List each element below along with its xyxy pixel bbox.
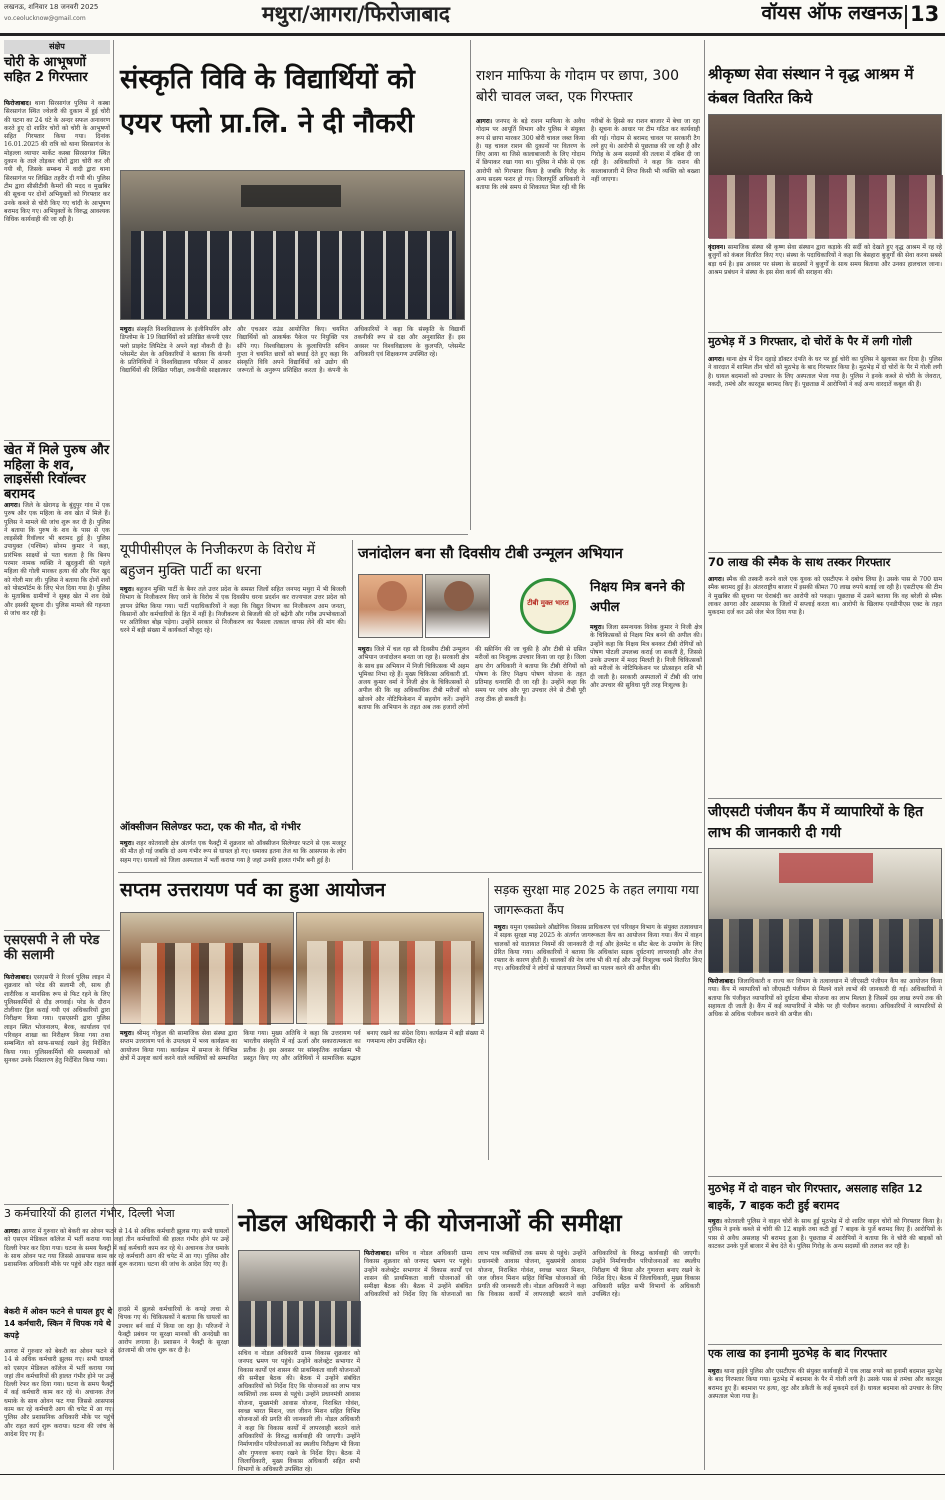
story-text: थाना सिरसागंज पुलिस ने कस्बा सिरसागंज स्थित ज्वेलरी की दुकान में हुई चोरी की घटना का 24 घंटे के अन्दर सफल अनावरण करते हुए दो शातिर चोरों को चोरी के आभूषणों सहित गिरफ्तार किया गया। दिनांक 16.01.2025 की रात्रि को थाना सिरसागंज के मोहल्ला व्यापार मार्केट कस्बा सिरसागंज स्थित दुकान के ताले तोड़कर चोरों द्वारा चोरी कर ली गयी थी, जिसके सम्बन्ध में वादी द्वारा थाना सिरसागंज पर लिखित तहरीर दी गयी थी। पुलिस टीम द्वारा सीसीटीवी कैमरों की मदद व मुखबिर की सूचना पर दोनों अभियुक्तों को गिरफ्तार कर उनके कब्जे से चोरी किए गए चांदी के आभूषण बरामद किए गए। अभियुक्तों के विरुद्ध आवश्यक विधिक कार्यवाही की जा रही है। [4, 100, 110, 224]
right-column [708, 40, 942, 1470]
story-divider [708, 1176, 942, 1177]
story-text: जिला समन्वयक विवेक कुमार ने निजी क्षेत्र के चिकित्सकों से निक्षय मित्र बनने की अपील की। उन्होंने कहा कि निक्षय मित्र बनकर टीबी रोगियों को पोषण पोटली उपलब्ध कराई जा सकती है, जिससे उनके उपचार में मदद मिलती है। निजी चिकित्सकों को मरीजों के नोटिफिकेशन पर प्रोत्साहन राशि भी दी जाती है। सरकारी अस्पतालों में टीबी की जांच और उपचार की सुविधा पूरी तरह निःशुल्क है। [590, 624, 702, 690]
story-body [120, 586, 346, 820]
story-headline: सप्तम उत्तरायण पर्व का हुआ आयोजन [120, 879, 386, 901]
story-lead: मथुरा। [708, 1368, 722, 1375]
story-body [4, 1228, 229, 1304]
story-headline: नोडल अधिकारी ने की योजनाओं की समीक्षा [238, 1209, 622, 1237]
story-lead: आगरा। [476, 118, 493, 125]
column-rule [470, 40, 471, 530]
story-headline: चोरी के आभूषणों सहित 2 गिरफ्तार [4, 55, 88, 85]
official-portrait-photo [358, 574, 423, 638]
story-divider [4, 930, 110, 931]
official-portrait-photo [425, 574, 490, 638]
story-headline: 70 लाख की स्मैक के साथ तस्कर गिरफ्तार [708, 555, 891, 569]
page-number: 13 [910, 2, 940, 26]
email: vo.ceolucknow@gmail.com [4, 15, 86, 22]
story-body [4, 502, 110, 914]
story-headline: एक लाख का इनामी मुठभेड़ के बाद गिरफ्तार [708, 1347, 887, 1360]
gst-camp-photo [708, 848, 942, 972]
story-body [708, 1368, 942, 1468]
story-lead: आगरा। [4, 1228, 21, 1235]
story-lead: मथुरा। [708, 1218, 722, 1225]
award-ceremony-photo [296, 912, 484, 1024]
story-headline: संस्कृति विवि के विद्यार्थियों को एयर फ्लो प्रा.लि. ने दी नौकरी [120, 64, 415, 139]
story-headline: राशन माफिया के गोदाम पर छापा, 300 बोरी चावल जब्त, एक गिरफ्तार [476, 68, 680, 105]
blanket-distribution-photo [708, 114, 942, 238]
story-text: हादसे में झुलसे कर्मचारियों के कपड़े त्वचा से चिपक गए थे। चिकित्सकों ने बताया कि घायलों का उपचार बर्न वार्ड में किया जा रहा है। परिजनों ने फैक्ट्री प्रबंधन पर सुरक्षा मानकों की अनदेखी का आरोप लगाया है। प्रशासन ने फैक्ट्री के सुरक्षा इंतजामों की जांच शुरू कर दी है। [118, 1306, 229, 1355]
story-body [708, 978, 942, 1170]
story-body [358, 646, 586, 868]
story-body [494, 924, 702, 1158]
story-headline: श्रीकृष्ण सेवा संस्थान ने वृद्ध आश्रम में कंबल वितरित किये [708, 65, 914, 107]
story-headline: ऑक्सीजन सिलेण्डर फटा, एक की मौत, दो गंभीर [120, 822, 301, 833]
story-lead: फिरोजाबाद। [4, 100, 32, 107]
story-headline: खेत में मिले पुरुष और महिला के शव, लाइसेंसी रिवॉल्वर बरामद [4, 443, 110, 502]
story-lead: मथुरा। [120, 840, 134, 847]
story-headline: जनांदोलन बना सौ दिवसीय टीबी उन्मूलन अभियान [358, 546, 623, 562]
story-text: एसएसपी ने रिजर्व पुलिस लाइन में शुक्रवार को परेड की सलामी ली, साथ ही शारीरिक व मानसिक रूप से फिट रहने के लिए पुलिसकर्मियों से दौड़ लगवाई। परेड के दौरान टोलीवार ड्रिल कराई गयी एवं अधिकारियों द्वारा निरीक्षण किया गया। एसएसपी द्वारा पुलिस लाइन स्थित भोजनालय, बैरक, कार्यालय एवं परिवहन शाखा का निरीक्षण किया गया तथा सम्बन्धित को साफ-सफाई रखने हेतु निर्देशित किया गया। पुलिसकर्मियों की समस्याओं को सुनकर उनके निस्तारण हेतु निर्देशित किया गया। [4, 974, 110, 1064]
story-lead: आगरा। [708, 576, 725, 583]
story-text: थाना क्षेत्र में दिन दहाड़े डॉक्टर दंपति के घर पर हुई चोरी का पुलिस ने खुलासा कर दिया है। पुलिस ने वारदात में शामिल तीन चोरों को मुठभेड़ के बाद गिरफ्तार किया है। मुठभेड़ में दो चोरों के पैर में गोली लगी है। घायल बदमाशों को उपचार के लिए अस्पताल भेजा गया है। पुलिस ने इनके कब्जे से चोरी के जेवरात, नकदी, तमंचे और कारतूस बरामद किए हैं। पूछताछ में आरोपियों ने कई अन्य वारदातें कबूल की हैं। [708, 356, 942, 388]
story-headline: यूपीपीसीएल के निजीकरण के विरोध में बहुजन मुक्ति पार्टी का धरना [120, 542, 316, 579]
story-text: सचिव व नोडल अधिकारी ग्राम्य विकास शुक्रवार को जनपद भ्रमण पर पहुंचे। उन्होंने कलेक्ट्रेट सभागार में विकास कार्यों एवं शासन की प्राथमिकता वाली योजनाओं की समीक्षा बैठक की। बैठक में उन्होंने संबंधित अधिकारियों को निर्देश दिए कि योजनाओं का लाभ पात्र व्यक्तियों तक समय से पहुंचे। उन्होंने प्रधानमंत्री आवास योजना, मुख्यमंत्री आवास योजना, निराश्रित गोवंश, स्वच्छ भारत मिशन, जल जीवन मिशन सहित विभिन्न योजनाओं की प्रगति की जानकारी ली। नोडल अधिकारी ने कहा कि विकास कार्यों में लापरवाही बरतने वाले अधिकारियों के विरुद्ध कार्यवाही की जाएगी। उन्होंने निर्माणाधीन परियोजनाओं का स्थलीय निरीक्षण भी किया और गुणवत्ता बनाए रखने के निर्देश दिए। बैठक में जिलाधिकारी, मुख्य विकास अधिकारी सहित सभी विभागों के अधिकारी उपस्थित रहे। [364, 1250, 700, 1299]
story-lead: मथुरा। [120, 1030, 134, 1037]
story-body [4, 100, 110, 432]
story-text: संस्कृति विश्वविद्यालय के इंजीनियरिंग और डिप्लोमा के 19 विद्यार्थियों को प्रतिष्ठित कंपनी एयर फ्लो प्राइवेट लिमिटेड ने अपने यहां नौकरी दी है। प्लेसमेंट सेल के अधिकारियों ने बताया कि कंपनी के प्रतिनिधियों ने विश्वविद्यालय परिसर में आकर विद्यार्थियों की लिखित परीक्षा, तकनीकी साक्षात्कार और एचआर राउंड आयोजित किए। चयनित विद्यार्थियों को आकर्षक पैकेज पर नियुक्ति पत्र सौंपे गए। विश्वविद्यालय के कुलाधिपति सचिन गुप्ता ने चयनित छात्रों को बधाई देते हुए कहा कि संस्कृति विवि अपने विद्यार्थियों को उद्योग की जरूरतों के अनुरूप प्रशिक्षित करता है। कंपनी के अधिकारियों ने कहा कि संस्कृति के विद्यार्थी तकनीकी रूप से दक्ष और अनुशासित हैं। इस अवसर पर विश्वविद्यालय के कुलपति, प्लेसमेंट अधिकारी एवं शिक्षकगण उपस्थित रहे। [120, 326, 465, 375]
story-lead: आगरा। [4, 502, 21, 509]
story-lead: मथुरा। [120, 326, 134, 333]
masthead [0, 0, 945, 36]
story-lead: आगरा। [708, 356, 725, 363]
edition-title: मथुरा/आगरा/फिरोजाबाद [262, 2, 450, 26]
story-body [118, 1306, 229, 1466]
masthead-divider [905, 5, 907, 29]
column-rule [232, 1204, 233, 1470]
story-divider [4, 440, 110, 441]
story-text: थाना हाईवे पुलिस और एसटीएफ की संयुक्त कार्यवाही में एक लाख रुपये का इनामी बदमाश मुठभेड़ के बाद गिरफ्तार किया गया। मुठभेड़ में बदमाश के पैर में गोली लगी है। उसके पास से तमंचा और कारतूस बरामद हुए हैं। बदमाश पर हत्या, लूट और डकैती के कई मुकदमे दर्ज हैं। घायल बदमाश को उपचार के लिए अस्पताल भेजा गया है। [708, 1368, 942, 1400]
story-body [120, 840, 346, 866]
story-text: जनपद के बड़े राशन माफिया के अवैध गोदाम पर आपूर्ति विभाग और पुलिस ने संयुक्त रूप से छापा मारकर 300 बोरी चावल जब्त किया है। यह चावल राशन की दुकानों पर वितरण के लिए आया था जिसे कालाबाजारी के लिए गोदाम में छिपाकर रखा गया था। पुलिस ने मौके से एक आरोपी को गिरफ्तार किया है जबकि गिरोह के अन्य सदस्य फरार हो गए। जिलापूर्ति अधिकारी ने बताया कि लंबे समय से शिकायत मिल रही थी कि गरीबों के हिस्से का राशन बाजार में बेचा जा रहा है। सूचना के आधार पर टीम गठित कर कार्यवाही की गई। गोदाम से बरामद चावल पर सरकारी टैग लगे हुए थे। आरोपी से पूछताछ की जा रही है और गिरोह के अन्य सदस्यों की तलाश में दबिश दी जा रही है। अधिकारियों ने कहा कि राशन की कालाबाजारी में लिप्त किसी भी व्यक्ति को बख्शा नहीं जाएगा। [476, 118, 700, 192]
story-lead: वृंदावन। [708, 244, 726, 251]
column-rule [704, 40, 705, 1470]
story-headline: जीएसटी पंजीयन कैंप में व्यापारियों के हित लाभ की जानकारी दी गयी [708, 804, 924, 841]
story-body [708, 244, 942, 328]
story-lead: मथुरा। [590, 624, 604, 631]
story-text: स्मैक की तस्करी करने वाले एक युवक को एसटीएफ ने दबोच लिया है। उसके पास से 700 ग्राम स्मैक बरामद हुई है। अंतरराष्ट्रीय बाजार में इसकी कीमत 70 लाख रुपये बताई जा रही है। एसटीएफ की टीम ने मुखबिर की सूचना पर घेराबंदी कर आरोपी को पकड़ा। पूछताछ में उसने बताया कि वह बरेली से स्मैक लाकर आगरा और आसपास के जिलों में सप्लाई करता था। आरोपी के खिलाफ एनडीपीएस एक्ट के तहत मुकदमा दर्ज कर उसे जेल भेज दिया गया है। [708, 576, 942, 617]
column-rule [488, 878, 489, 1160]
page-bottom-rule [0, 1474, 945, 1475]
story-divider [4, 1204, 229, 1205]
story-body [238, 1350, 360, 1474]
story-body [364, 1250, 700, 1466]
story-headline: बेकरी में ओवन फटने से घायल हुए थे 14 कर्मचारी, स्किन में चिपक गये थे कपड़े [4, 1307, 113, 1340]
story-body [4, 1348, 114, 1466]
story-text: बहुजन मुक्ति पार्टी के बैनर तले उत्तर प्रदेश के समस्त जिलों सहित जनपद मथुरा में भी बिजली विभाग के निजीकरण किए जाने के विरोध में एक दिवसीय धरना प्रदर्शन कर राज्यपाल उत्तर प्रदेश को ज्ञापन प्रेषित किया गया। पार्टी पदाधिकारियों ने कहा कि विद्युत विभाग का निजीकरण आम जनता, किसानों और कर्मचारियों के हित में नहीं है। निजीकरण से बिजली की दरें बढ़ेंगी और गरीब उपभोक्ताओं पर अतिरिक्त बोझ पड़ेगा। उन्होंने सरकार से निजीकरण का फैसला तत्काल वापस लेने की मांग की। धरने में बड़ी संख्या में कार्यकर्ता मौजूद रहे। [120, 586, 346, 635]
tb-mukt-bharat-logo [520, 578, 576, 634]
story-lead: फिरोजाबाद। [4, 974, 32, 981]
story-headline: निक्षय मित्र बनने की अपील [590, 580, 685, 615]
story-body [590, 624, 702, 868]
story-lead: फिरोजाबाद। [364, 1250, 392, 1257]
story-text: आगरा में गुरुवार को बेकरी का ओवन फटने से 14 से अधिक कर्मचारी झुलस गए। सभी घायलों को एसएन मेडिकल कॉलेज में भर्ती कराया गया जहां तीन कर्मचारियों की हालत गंभीर होने पर उन्हें दिल्ली रेफर कर दिया गया। घटना के समय फैक्ट्री में कई कर्मचारी काम कर रहे थे। अचानक तेज धमाके के साथ ओवन फट गया जिससे आसपास काम कर रहे कर्मचारी आग की चपेट में आ गए। पुलिस और प्रशासनिक अधिकारी मौके पर पहुंचे और राहत कार्य शुरू कराया। घटना की जांच के आदेश दिए गए हैं। [4, 1228, 230, 1269]
story-lead: मथुरा। [120, 586, 134, 593]
story-headline: 3 कर्मचारियों की हालत गंभीर, दिल्ली भेजा [4, 1207, 175, 1220]
story-lead: मथुरा। [494, 924, 508, 931]
tb-logo-text: टीबी मुक्त भारत [527, 599, 569, 607]
story-body [708, 576, 942, 792]
column-rule [352, 540, 353, 870]
story-body [708, 356, 942, 548]
story-headline: सड़क सुरक्षा माह 2025 के तहत लगाया गया जागरूकता कैंप [494, 882, 699, 917]
students-group-photo [120, 170, 465, 320]
story-lead: फिरोजाबाद। [708, 978, 736, 985]
story-divider [708, 552, 942, 553]
story-text: जिले के खेरागढ़ के बुंदुपुर गांव में एक पुरुष और एक महिला के शव खेत में मिले हैं। पुलिस ने मामले की जांच शुरू कर दी है। पुलिस ने बताया कि पुरुष के शव के पास से एक लाइसेंसी रिवॉल्वर भी बरामद हुई है। पुलिस उपायुक्त (पश्चिम) सोनम कुमार ने कहा, प्रारंभिक साक्ष्यों से पता चलता है कि बिनय परमार नामक व्यक्ति ने खुदकुशी की पहले महिला की गोली मारकर हत्या की और फिर खुद को गोली मार ली। पुलिस ने बताया कि दोनों शवों को पोस्टमॉर्टम के लिए भेज दिया गया है। पुलिस के मुताबिक ग्रामीणों ने सुबह खेत में शव देखे और इसकी सूचना दी। पुलिस मामले की गहनता से जांच कर रही है। [4, 502, 111, 617]
story-divider [118, 534, 468, 535]
story-text: श्रीमद् गोकुल की सामाजिक सेवा संस्था द्वारा सप्तम उत्तरायण पर्व के उपलक्ष्य में भव्य कार्यक्रम का आयोजन किया गया। कार्यक्रम में समाज के विभिन्न क्षेत्रों में उत्कृष्ट कार्य करने वाले व्यक्तियों को सम्मानित किया गया। मुख्य अतिथि ने कहा कि उत्तरायण पर्व भारतीय संस्कृति में नई ऊर्जा और सकारात्मकता का प्रतीक है। इस अवसर पर सांस्कृतिक कार्यक्रम भी प्रस्तुत किए गए और अतिथियों ने सामाजिक सद्भाव बनाए रखने का संदेश दिया। कार्यक्रम में बड़ी संख्या में गणमान्य लोग उपस्थित रहे। [120, 1030, 484, 1062]
story-divider [708, 1344, 942, 1345]
review-meeting-photo [238, 1250, 360, 1346]
story-body [120, 1030, 484, 1158]
sankshep-label: संक्षेप [4, 40, 110, 54]
story-lead: मथुरा। [358, 646, 372, 653]
story-text: कोतवाली पुलिस ने वाहन चोरों के साथ हुई मुठभेड़ में दो शातिर वाहन चोरों को गिरफ्तार किया है। पुलिस ने इनके कब्जे से चोरी की 12 बाइकें तथा कटी हुई 7 बाइक के पुर्जे बरामद किए हैं। आरोपियों के पास से अवैध असलाह भी बरामद हुआ है। पूछताछ में आरोपियों ने बताया कि वे चोरी की बाइकों को काटकर उनके पुर्जे बाजार में बेच देते थे। पुलिस गिरोह के अन्य सदस्यों की तलाश कर रही है। [708, 1218, 943, 1250]
story-body [120, 326, 465, 530]
story-divider [708, 332, 942, 333]
story-body [476, 118, 700, 532]
story-headline: मुठभेड़ में 3 गिरफ्तार, दो चोरों के पैर में लगी गोली [708, 335, 912, 348]
story-text: जिले में चल रहा सौ दिवसीय टीबी उन्मूलन अभियान जनांदोलन बनता जा रहा है। सरकारी क्षेत्र के साथ इस अभियान में निजी चिकित्सक भी अहम भूमिका निभा रहे हैं। मुख्य चिकित्सा अधिकारी डॉ. अजय कुमार वर्मा ने निजी क्षेत्र के चिकित्सकों से अपील की कि वह अधिकाधिक टीबी मरीजों को खोजने और नोटिफिकेशन में सहयोग करें। उन्होंने बताया कि अभियान के तहत अब तक हजारों लोगों की स्क्रीनिंग की जा चुकी है और टीबी से ग्रसित मरीजों का निःशुल्क उपचार किया जा रहा है। जिला क्षय रोग अधिकारी ने बताया कि टीबी रोगियों को पोषण के लिए निक्षय पोषण योजना के तहत प्रतिमाह धनराशि दी जा रही है। उन्होंने कहा कि समय पर जांच और पूरा उपचार लेने से टीबी पूरी तरह ठीक हो सकती है। [358, 646, 586, 712]
story-text: सचिव व नोडल अधिकारी ग्राम्य विकास शुक्रवार को जनपद भ्रमण पर पहुंचे। उन्होंने कलेक्ट्रेट सभागार में विकास कार्यों एवं शासन की प्राथमिकता वाली योजनाओं की समीक्षा बैठक की। बैठक में उन्होंने संबंधित अधिकारियों को निर्देश दिए कि योजनाओं का लाभ पात्र व्यक्तियों तक समय से पहुंचे। उन्होंने प्रधानमंत्री आवास योजना, मुख्यमंत्री आवास योजना, निराश्रित गोवंश, स्वच्छ भारत मिशन, जल जीवन मिशन सहित विभिन्न योजनाओं की प्रगति की जानकारी ली। नोडल अधिकारी ने कहा कि विकास कार्यों में लापरवाही बरतने वाले अधिकारियों के विरुद्ध कार्यवाही की जाएगी। उन्होंने निर्माणाधीन परियोजनाओं का स्थलीय निरीक्षण भी किया और गुणवत्ता बनाए रखने के निर्देश दिए। बैठक में जिलाधिकारी, मुख्य विकास अधिकारी सहित सभी विभागों के अधिकारी उपस्थित रहे। [238, 1350, 360, 1474]
story-text: सामाजिक संस्था श्री कृष्ण सेवा संस्थान द्वारा कड़ाके की सर्दी को देखते हुए वृद्ध आश्रम में रह रहे बुजुर्गों को कंबल वितरित किए गए। संस्था के पदाधिकारियों ने कहा कि बेसहारा बुजुर्गों की सेवा करना सबसे बड़ा धर्म है। इस अवसर पर संस्था के सदस्यों ने बुजुर्गों के साथ समय बिताया और उनका हालचाल जाना। आश्रम प्रबंधन ने संस्था के इस सेवा कार्य की सराहना की। [708, 244, 942, 276]
story-text: आगरा में गुरुवार को बेकरी का ओवन फटने से 14 से अधिक कर्मचारी झुलस गए। सभी घायलों को एसएन मेडिकल कॉलेज में भर्ती कराया गया जहां तीन कर्मचारियों की हालत गंभीर होने पर उन्हें दिल्ली रेफर कर दिया गया। घटना के समय फैक्ट्री में कई कर्मचारी काम कर रहे थे। अचानक तेज धमाके के साथ ओवन फट गया जिससे आसपास काम कर रहे कर्मचारी आग की चपेट में आ गए। पुलिस और प्रशासनिक अधिकारी मौके पर पहुंचे और राहत कार्य शुरू कराया। घटना की जांच के आदेश दिए गए हैं। [4, 1348, 114, 1438]
award-ceremony-photo [120, 912, 294, 1024]
story-divider [708, 798, 942, 799]
story-body [708, 1218, 942, 1340]
story-headline: मुठभेड़ में दो वाहन चोर गिरफ्तार, असलाह सहित 12 बाइकें, 7 बाइक कटी हुई बरामद [708, 1182, 923, 1212]
story-divider [118, 872, 702, 873]
story-text: जिलाधिकारी व राज्य कर विभाग के तत्वावधान में जीएसटी पंजीयन कैंप का आयोजन किया गया। कैंप में व्यापारियों को जीएसटी पंजीयन से मिलने वाले लाभों की जानकारी दी गई। अधिकारियों ने बताया कि पंजीकृत व्यापारियों को दुर्घटना बीमा योजना का लाभ मिलता है जिसमें दस लाख रुपये तक की सहायता दी जाती है। कैंप में कई व्यापारियों ने मौके पर ही पंजीयन कराया। अधिकारियों ने व्यापारियों से अधिक से अधिक पंजीयन कराने की अपील की। [708, 978, 943, 1019]
paper-name: वॉयस ऑफ लखनऊ [761, 2, 902, 24]
story-headline: एसएसपी ने ली परेड की सलामी [4, 933, 100, 963]
story-body [4, 974, 110, 1240]
story-text: शहर कोतवाली क्षेत्र अंतर्गत एक फैक्ट्री में शुक्रवार को ऑक्सीजन सिलेण्डर फटने से एक मजदूर की मौत हो गई जबकि दो अन्य गंभीर रूप से घायल हो गए। धमाका इतना तेज था कि आसपास के लोग सहम गए। घायलों को जिला अस्पताल में भर्ती कराया गया है जहां उनकी हालत गंभीर बनी हुई है। [120, 840, 347, 864]
dateline: लखनऊ, शनिवार 18 जनवरी 2025 [4, 3, 99, 11]
story-text: यमुना एक्सप्रेसवे औद्योगिक विकास प्राधिकरण एवं परिवहन विभाग के संयुक्त तत्वावधान में सड़क सुरक्षा माह 2025 के अंतर्गत जागरूकता कैंप का आयोजन किया गया। कैंप में वाहन चालकों को यातायात नियमों की जानकारी दी गई और हेलमेट व सीट बेल्ट के उपयोग के लिए प्रेरित किया गया। अधिकारियों ने बताया कि अधिकांश सड़क दुर्घटनाएं लापरवाही और तेज रफ्तार के कारण होती हैं। चालकों की नेत्र जांच भी की गई और उन्हें निःशुल्क चश्मे वितरित किए गए। अधिकारियों ने लोगों से यातायात नियमों का पालन करने की अपील की। [494, 924, 703, 973]
